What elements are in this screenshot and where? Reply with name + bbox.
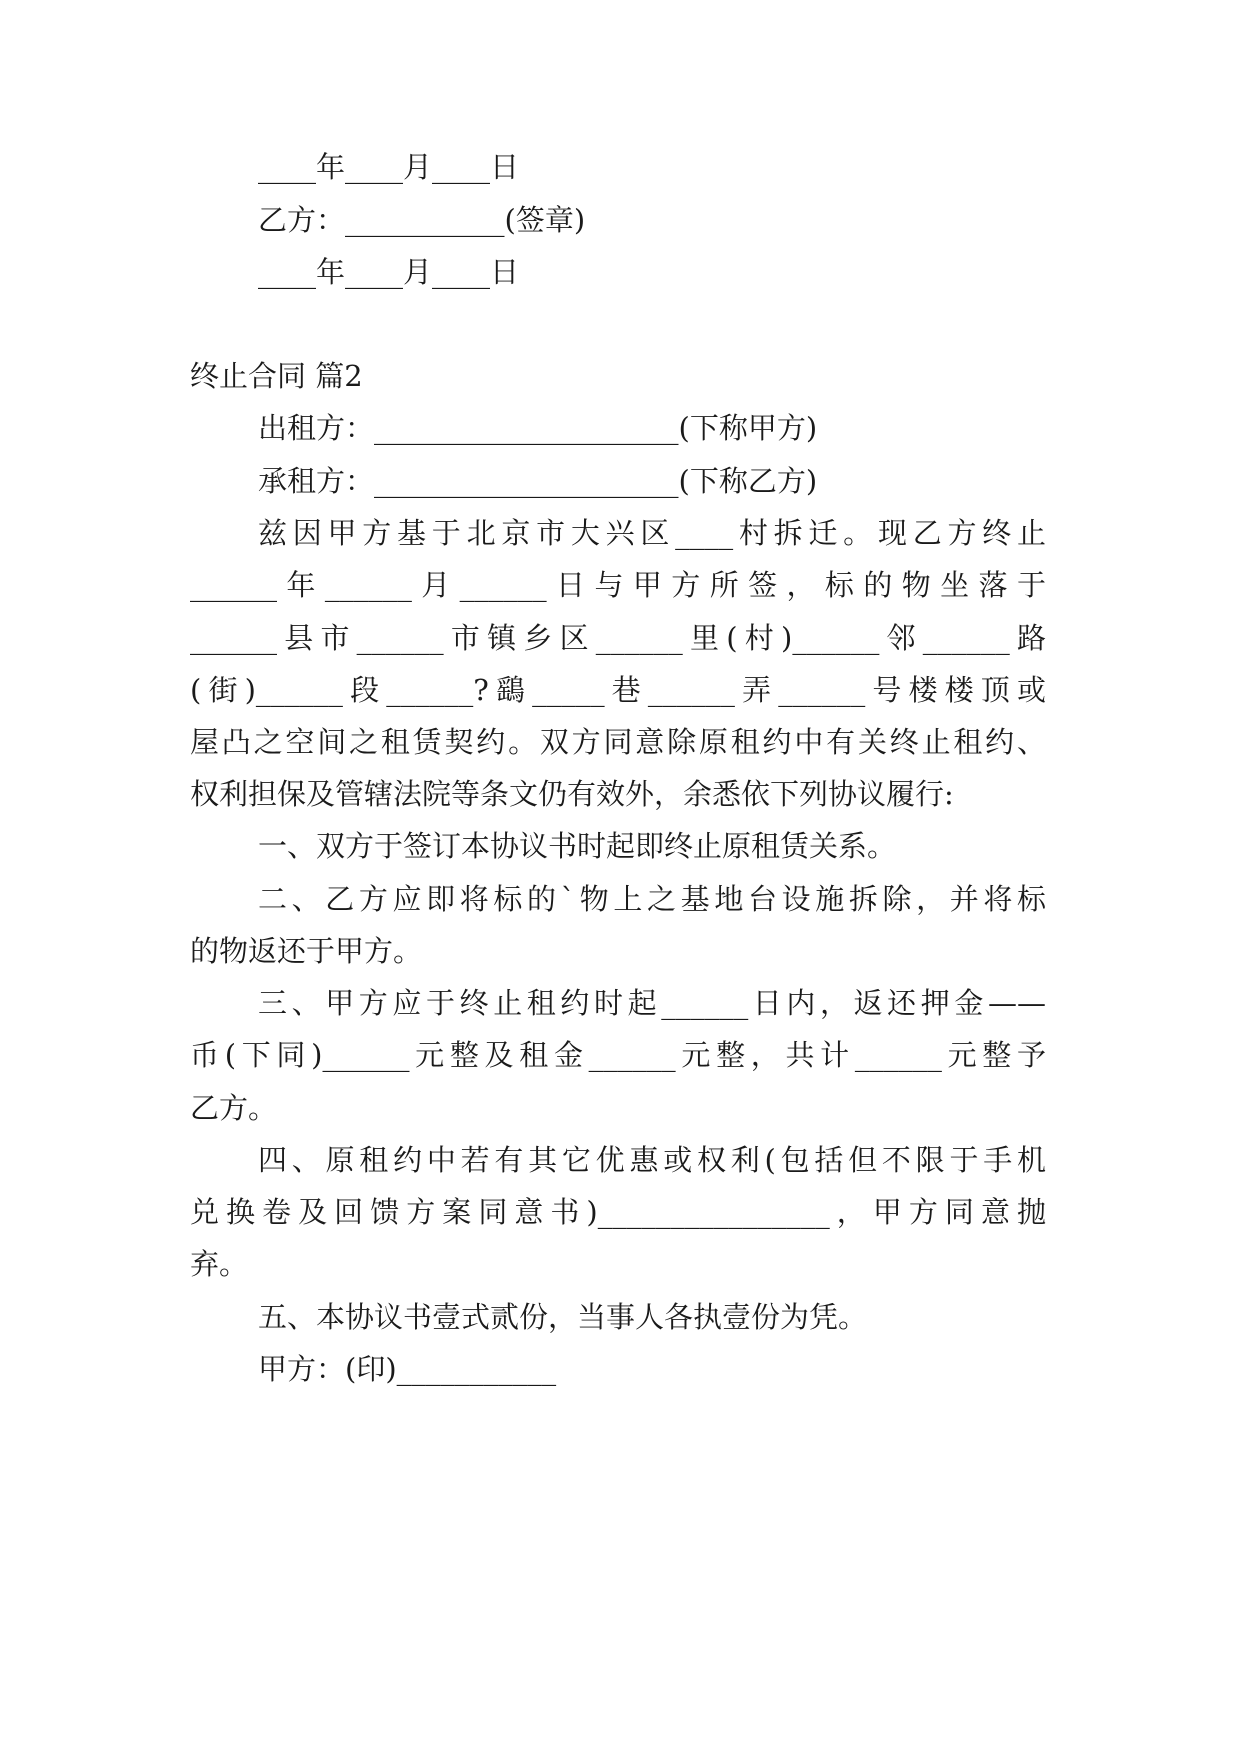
clause-4-line-3: 弃。: [190, 1247, 249, 1281]
clause-4-line-1: 四、原租约中若有其它优惠或权利(包括但不限于手机: [258, 1143, 1046, 1177]
paragraph-intro-line-5: 屋凸之空间之租赁契约。双方同意除原租约中有关终止租约、: [190, 725, 1046, 759]
clause-3-line-3: 乙方。: [190, 1091, 278, 1125]
date-line-1: ____年____月____日: [258, 150, 520, 184]
clause-3-line-2: 币(下同)______元整及租金______元整，共计______元整予: [190, 1038, 1046, 1072]
clause-4-line-2: 兑换卷及回馈方案同意书)________________，甲方同意抛: [190, 1195, 1046, 1229]
paragraph-intro-line-3: ______县市______市镇乡区______里(村)______邻______路: [190, 621, 1046, 655]
paragraph-intro-line-2: ______年______月______日与甲方所签，标的物坐落于: [190, 568, 1046, 602]
section-heading: 终止合同 篇2: [190, 359, 363, 393]
paragraph-intro-line-1: 兹因甲方基于北京市大兴区____村拆迁。现乙方终止: [258, 516, 1046, 550]
clause-1: 一、双方于签订本协议书时起即终止原租赁关系。: [258, 829, 897, 863]
date-line-2: ____年____月____日: [258, 255, 520, 289]
party-b-signature-line: 乙方：___________(签章): [258, 203, 586, 237]
clause-5: 五、本协议书壹式贰份，当事人各执壹份为凭。: [258, 1300, 868, 1334]
clause-3-line-1: 三、甲方应于终止租约时起______日内，返还押金——: [258, 986, 1046, 1020]
clause-2-line-2: 的物返还于甲方。: [190, 934, 423, 968]
lessor-line: 出租方：_____________________(下称甲方): [258, 411, 818, 445]
lessee-line: 承租方：_____________________(下称乙方): [258, 464, 818, 498]
party-a-seal-line: 甲方：(印)___________: [258, 1352, 557, 1386]
paragraph-intro-line-4: (街)______段______?鷂_____巷______弄______号楼楼顶或: [190, 673, 1046, 707]
clause-2-line-1: 二、乙方应即将标的`物上之基地台设施拆除，并将标: [258, 882, 1046, 916]
paragraph-intro-line-6: 权利担保及管辖法院等条文仍有效外，余悉依下列协议履行:: [190, 777, 954, 811]
